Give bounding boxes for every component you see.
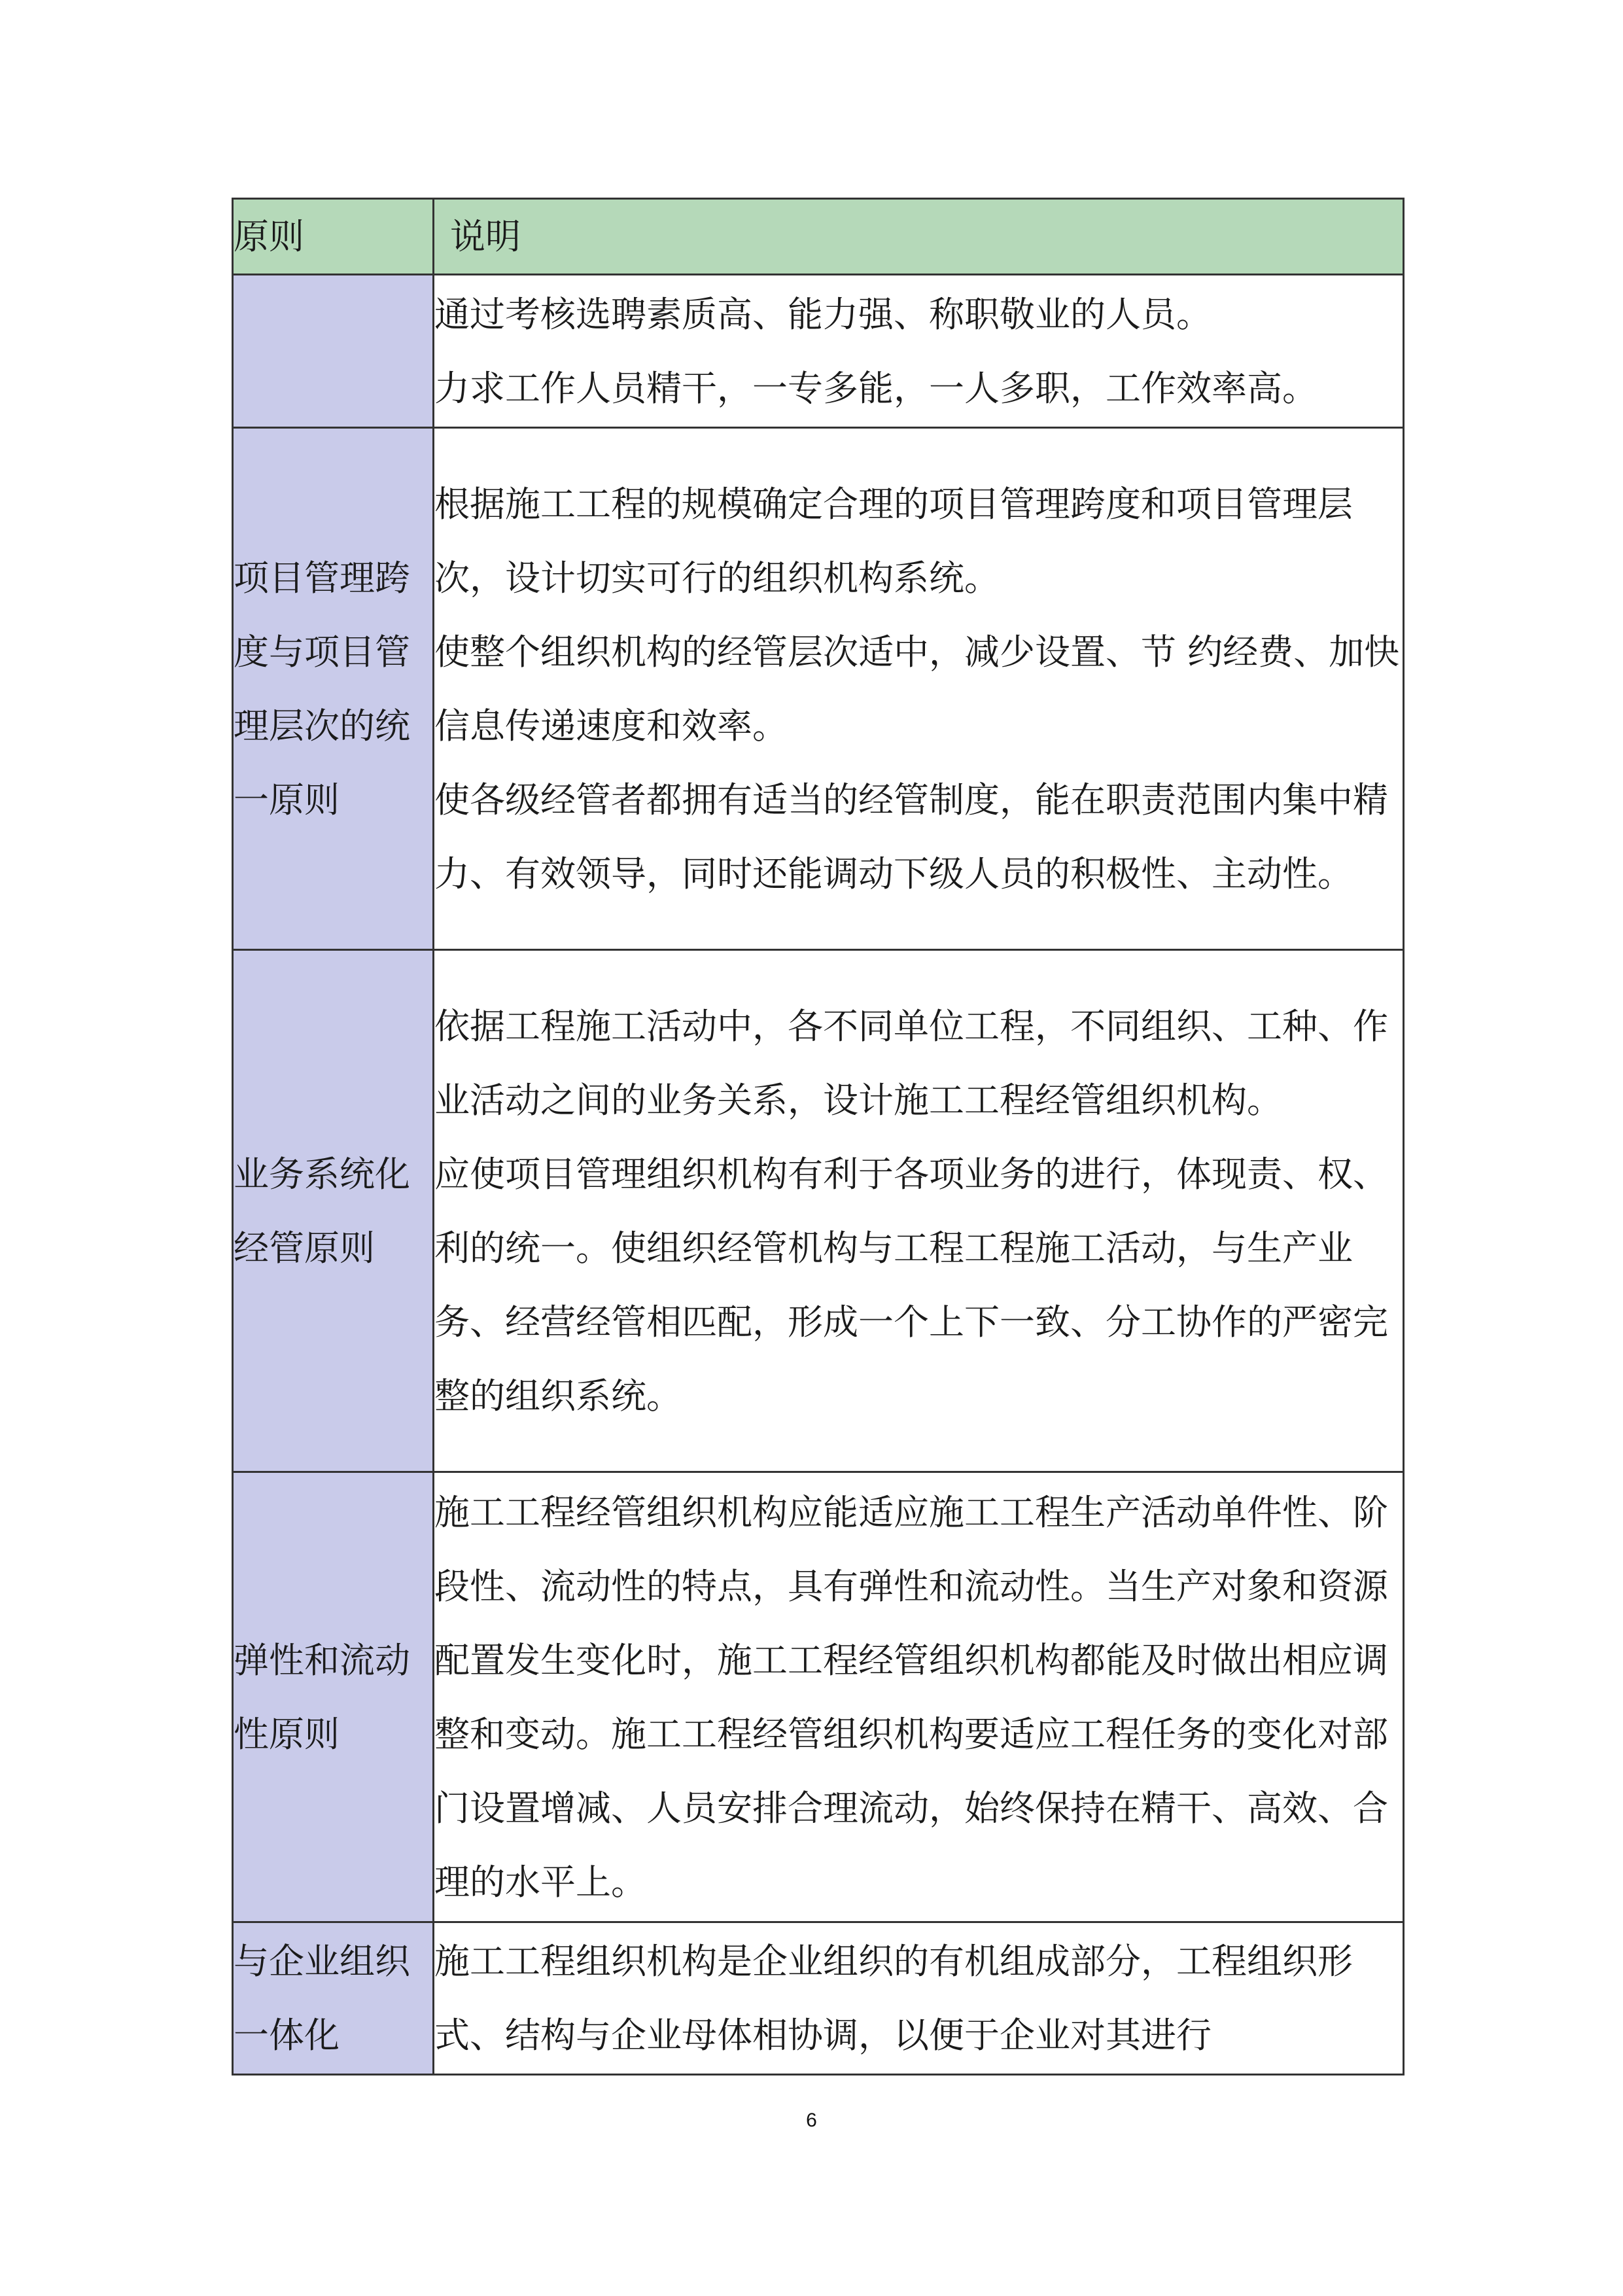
description-paragraph: 通过考核选聘素质高、能力强、称职敬业的人员。 xyxy=(434,293,1212,335)
description-paragraph: 使整个组织机构的经管层次适中，减少设置、节 约经费、加快信息传递速度和效率。 xyxy=(434,631,1400,747)
description-cell xyxy=(434,1472,1404,1922)
header-principle: 原则 xyxy=(233,199,434,275)
principle-cell: 弹性和流动性原则 xyxy=(233,1472,434,1922)
table-row xyxy=(233,428,1404,950)
header-description: 说明 xyxy=(434,199,1404,275)
table-row xyxy=(233,1922,1404,2075)
principle-cell: 项目管理跨度与项目管理层次的统一原则 xyxy=(233,428,434,950)
principle-cell: 业务系统化经管原则 xyxy=(233,950,434,1472)
table-row xyxy=(233,950,1404,1472)
description-paragraph: 施工工程经管组织机构应能适应施工工程生产活动单件性、阶段性、流动性的特点，具有弹性和流动性。当生产对象和资源配置发生变化时，施工工程经管组织机构都能及时做出相应调整和变动。施工工程经管组织机构要适应工程任务的变化对部门设置增减、人员安排合理流动，始终保持在精干、高效、合理的水平上。 xyxy=(434,1491,1388,1903)
principle-cell: 与企业组织一体化 xyxy=(233,1922,434,2075)
table-row xyxy=(233,1472,1404,1922)
description-cell xyxy=(434,428,1404,950)
page-number: 6 xyxy=(806,2110,817,2131)
description-paragraph: 力求工作人员精干，一专多能，一人多职，工作效率高。 xyxy=(434,367,1318,409)
description-paragraph: 根据施工工程的规模确定合理的项目管理跨度和项目管理层次，设计切实可行的组织机构系统。 xyxy=(434,483,1353,599)
table-row xyxy=(233,275,1404,428)
description-paragraph: 应使项目管理组织机构有利于各项业务的进行，体现责、权、利的统一。使组织经管机构与工程工程施工活动，与生产业务、经营经管相匹配，形成一个上下一致、分工协作的严密完整的组织系统。 xyxy=(434,1153,1388,1417)
description-cell xyxy=(434,275,1404,428)
description-paragraph: 使各级经管者都拥有适当的经管制度，能在职责范围内集中精力、有效领导，同时还能调动下级人员的积极性、主动性。 xyxy=(434,779,1388,894)
principles-table xyxy=(232,198,1405,2075)
principle-cell xyxy=(233,275,434,428)
description-cell xyxy=(434,1922,1404,2075)
description-paragraph: 施工工程组织机构是企业组织的有机组成部分，工程组织形式、结构与企业母体相协调，以便于企业对其进行 xyxy=(434,1941,1353,2056)
table-header-row xyxy=(233,199,1404,275)
description-paragraph: 依据工程施工活动中，各不同单位工程，不同组织、工种、作业活动之间的业务关系，设计施工工程经管组织机构。 xyxy=(434,1005,1388,1121)
description-cell xyxy=(434,950,1404,1472)
